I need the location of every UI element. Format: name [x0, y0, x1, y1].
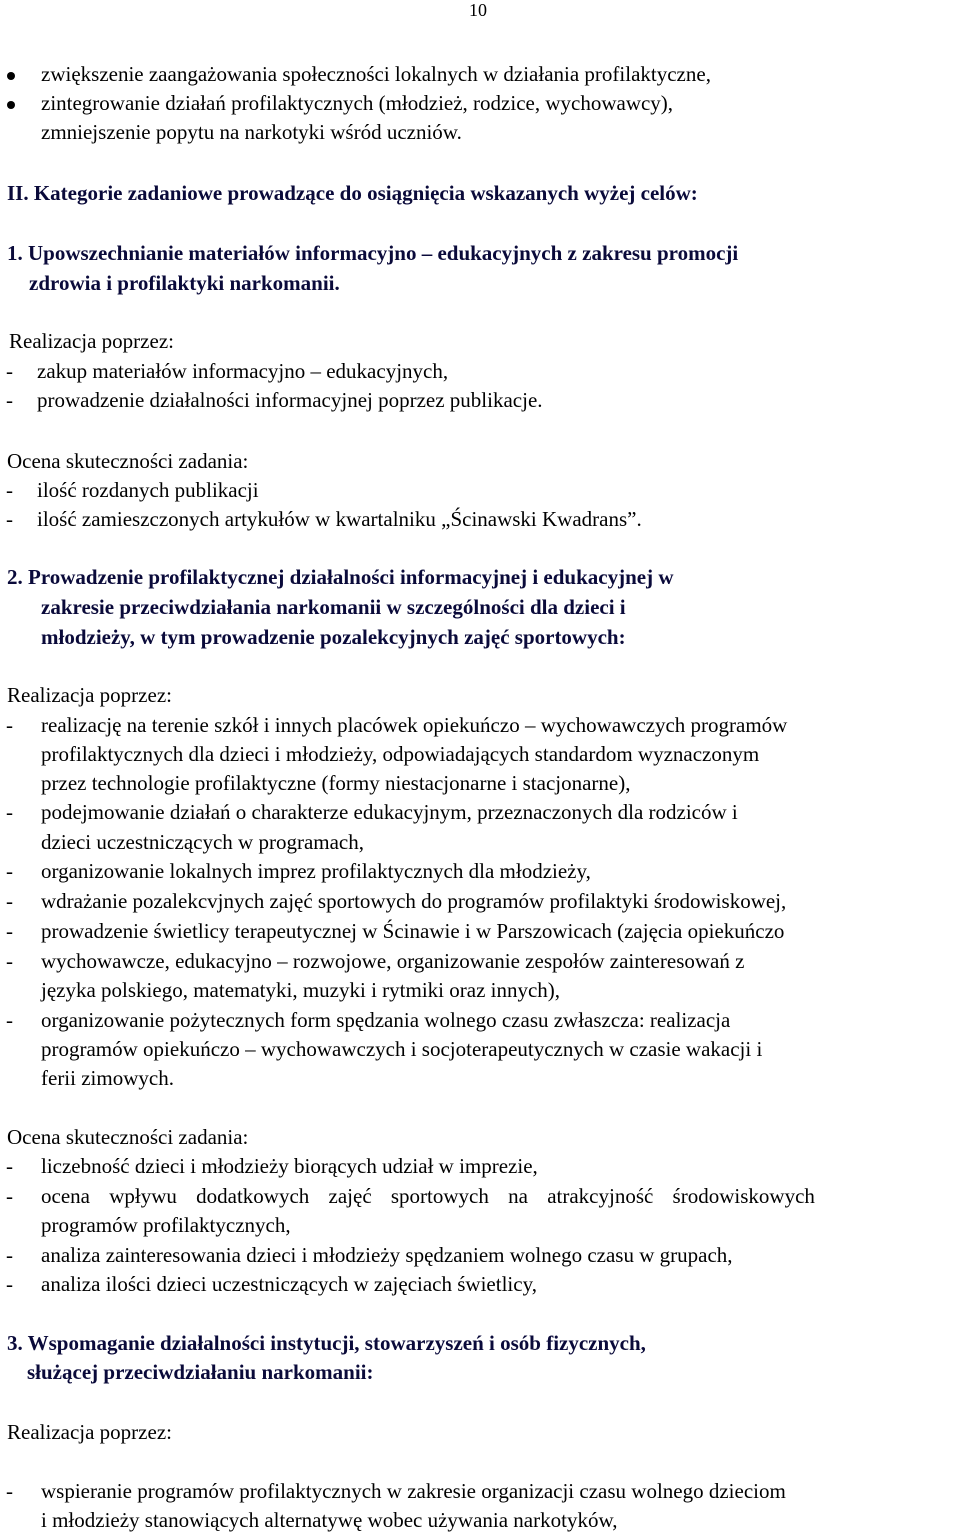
- task1-heading-line1: 1. Upowszechnianie materiałów informacyjno – edukacyjnych z zakresu promocji: [7, 241, 739, 265]
- bullet-icon: [7, 72, 15, 80]
- task2-realizacja-label: Realizacja poprzez:: [7, 683, 172, 707]
- task2-heading-line2: zakresie przeciwdziałania narkomanii w szczególności dla dzieci i: [41, 595, 626, 619]
- intro-bullet-text: zmniejszenie popytu na narkotyki wśród uczniów.: [41, 120, 462, 144]
- page-number: 10: [469, 0, 487, 20]
- intro-bullet-text: zintegrowanie działań profilaktycznych (młodzież, rodzice, wychowawcy),: [41, 91, 674, 115]
- task1-realizacja-label: Realizacja poprzez:: [9, 329, 174, 353]
- task3-heading-line2: służącej przeciwdziałaniu narkomanii:: [27, 1360, 374, 1384]
- task1-heading-line2: zdrowia i profilaktyki narkomanii.: [29, 271, 340, 295]
- task2-heading-line3: młodzieży, w tym prowadzenie pozalekcyjnych zajęć sportowych:: [41, 625, 626, 649]
- task3-heading-line1: 3. Wspomaganie działalności instytucji, stowarzyszeń i osób fizycznych,: [7, 1331, 646, 1355]
- task1-ocena-label: Ocena skuteczności zadania:: [7, 449, 249, 473]
- intro-bullet-text: zwiększenie zaangażowania społeczności lokalnych w działania profilaktyczne,: [41, 62, 711, 86]
- bullet-icon: [7, 101, 15, 109]
- task2-ocena-label: Ocena skuteczności zadania:: [7, 1125, 249, 1149]
- section-heading: II. Kategorie zadaniowe prowadzące do osiągnięcia wskazanych wyżej celów:: [7, 181, 698, 205]
- task2-heading-line1: 2. Prowadzenie profilaktycznej działalności informacyjnej i edukacyjnej w: [7, 565, 674, 589]
- task3-realizacja-label: Realizacja poprzez:: [7, 1420, 172, 1444]
